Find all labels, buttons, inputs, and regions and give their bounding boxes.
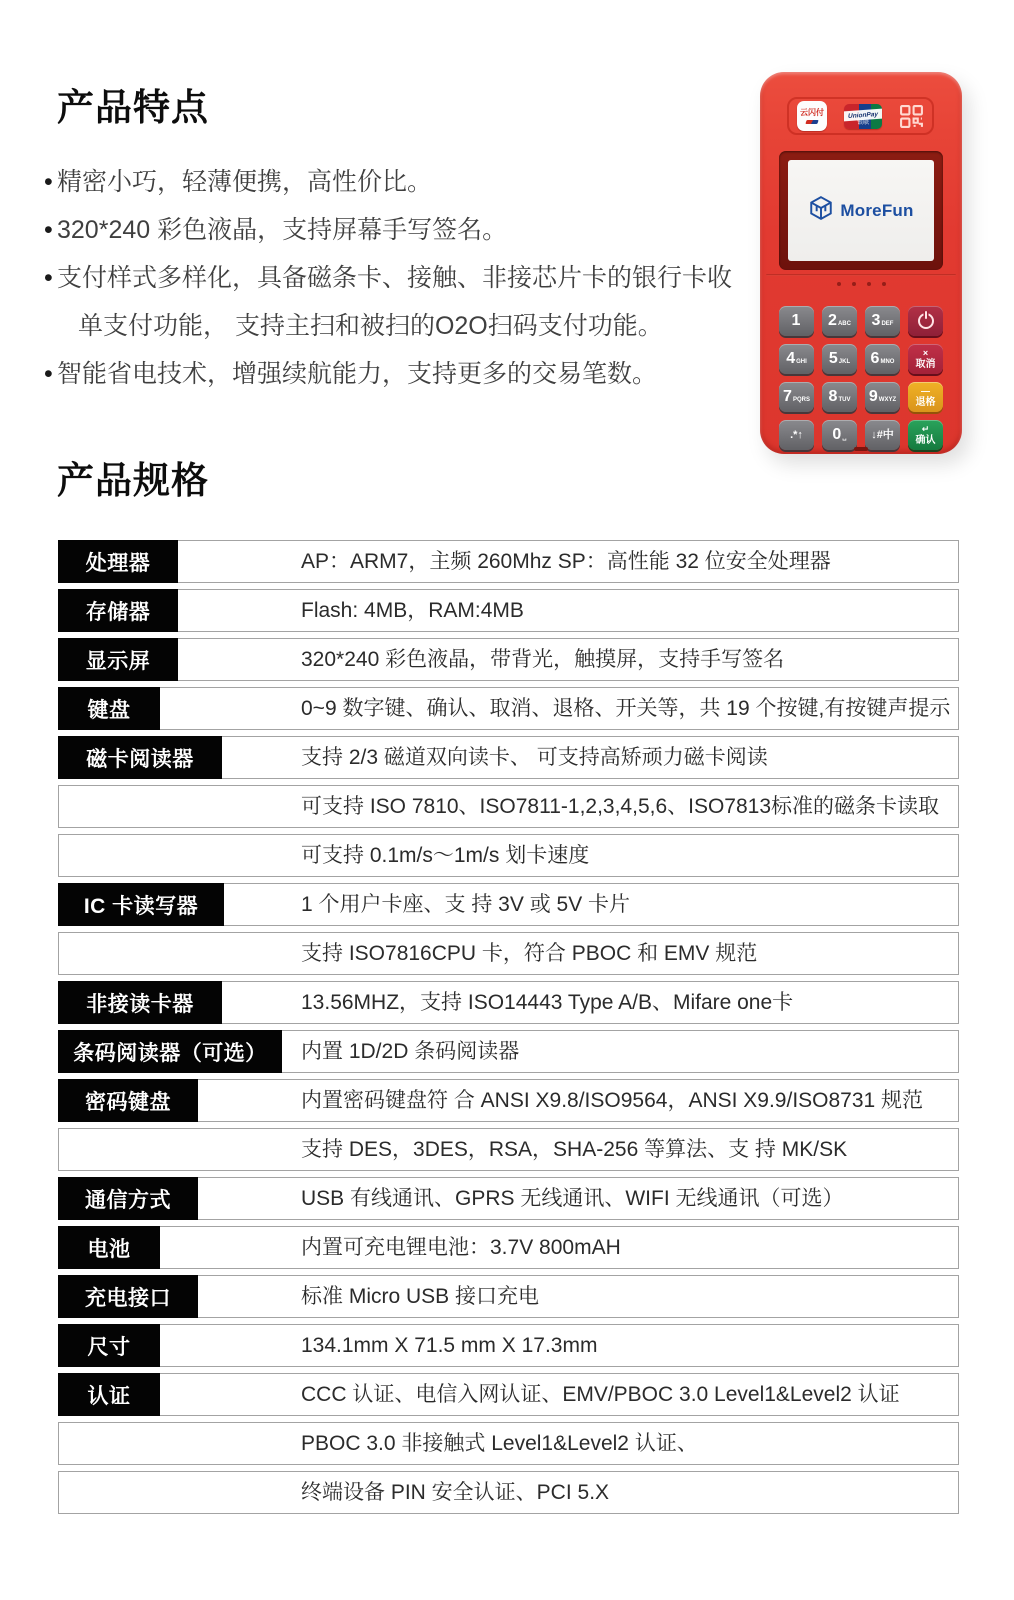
table-row	[58, 883, 959, 926]
spec-value: 内置可充电锂电池：3.7V 800mAH	[301, 1236, 621, 1259]
spec-value: 标准 Micro USB 接口充电	[301, 1285, 540, 1308]
qr-code-icon	[899, 104, 924, 129]
spec-value: 支持 2/3 磁道双向读卡、 可支持高矫顽力磁卡阅读	[301, 746, 768, 769]
table-row	[58, 638, 959, 681]
table-row	[58, 1471, 959, 1514]
table-row	[58, 1177, 959, 1220]
spec-value: 134.1mm X 71.5 mm X 17.3mm	[301, 1334, 598, 1357]
feature-text: 精密小巧，轻薄便携，高性价比。	[57, 168, 433, 196]
key-1: 1	[779, 306, 814, 336]
key-0: 0 ␣	[822, 420, 857, 450]
feature-line	[44, 206, 734, 254]
features-list	[44, 158, 734, 398]
spec-label: 密码键盘	[58, 1079, 198, 1122]
table-row	[58, 1373, 959, 1416]
table-row	[58, 932, 959, 975]
spec-label: 充电接口	[58, 1275, 198, 1318]
spec-label: 磁卡阅读器	[58, 736, 222, 779]
bullet-icon: •	[44, 168, 53, 196]
key-9: 9 WXYZ	[865, 382, 900, 412]
key-cancel: × 取消	[908, 344, 943, 374]
spec-label: 非接读卡器	[58, 981, 222, 1024]
key-5: 5 JKL	[822, 344, 857, 374]
table-row	[58, 1275, 959, 1318]
spec-value: 320*240 彩色液晶，带背光，触摸屏，支持手写签名	[301, 648, 785, 671]
morefun-logo-icon	[808, 195, 834, 226]
table-row	[58, 1030, 959, 1073]
table-row	[58, 1422, 959, 1465]
spec-value: 可支持 0.1m/s～1m/s 划卡速度	[301, 844, 590, 867]
spec-label: 存储器	[58, 589, 178, 632]
key-2: 2 ABC	[822, 306, 857, 336]
unionpay-badge	[844, 104, 882, 129]
spec-value: 内置密码键盘符 合 ANSI X9.8/ISO9564，ANSI X9.9/ISO8731 规范	[301, 1089, 924, 1112]
spec-label: 显示屏	[58, 638, 178, 681]
dash-icon: —	[921, 385, 930, 396]
key-8: 8 TUV	[822, 382, 857, 412]
table-row	[58, 687, 959, 730]
unionpay-cn-label: 银联	[856, 119, 869, 126]
feature-line	[44, 254, 734, 302]
key-3: 3 DEF	[865, 306, 900, 336]
table-row	[58, 1226, 959, 1269]
spec-label: 尺寸	[58, 1324, 160, 1367]
spec-table	[58, 540, 959, 1520]
power-icon	[918, 313, 934, 329]
key-power	[908, 306, 943, 336]
table-row	[58, 1324, 959, 1367]
pos-terminal-image	[760, 72, 962, 454]
spec-label: 处理器	[58, 540, 178, 583]
device-screen	[788, 160, 934, 261]
keypad	[779, 306, 943, 450]
device-seam	[766, 274, 956, 276]
brand-name: MoreFun	[840, 200, 914, 220]
feature-text: 智能省电技术，增强续航能力，支持更多的交易笔数。	[57, 360, 658, 388]
feature-line	[44, 158, 734, 206]
spec-value: USB 有线通讯、GPRS 无线通讯、WIFI 无线通讯（可选）	[301, 1187, 844, 1210]
feature-line	[44, 350, 734, 398]
feature-text: 支付样式多样化，具备磁条卡、接触、非接芯片卡的银行卡收	[57, 264, 733, 292]
spec-value: PBOC 3.0 非接触式 Level1&Level2 认证、	[301, 1432, 698, 1455]
key-hash: ↓#中	[865, 420, 900, 450]
key-confirm: ↵ 确认	[908, 420, 943, 450]
table-row	[58, 981, 959, 1024]
spec-value: 0~9 数字键、确认、取消、退格、开关等，共 19 个按键,有按键声提示	[301, 697, 951, 720]
quickpass-stripe-icon	[805, 120, 818, 124]
features-heading: 产品特点	[57, 87, 209, 128]
quickpass-badge	[797, 101, 827, 131]
speaker-dots	[760, 282, 962, 286]
spec-value: Flash: 4MB，RAM:4MB	[301, 599, 524, 622]
table-row	[58, 589, 959, 632]
table-row	[58, 785, 959, 828]
spec-value: 支持 ISO7816CPU 卡，符合 PBOC 和 EMV 规范	[301, 942, 758, 965]
bullet-icon: •	[44, 264, 53, 292]
key-star: .*↑	[779, 420, 814, 450]
spec-value: 可支持 ISO 7810、ISO7811-1,2,3,4,5,6、ISO7813标准的磁条卡读取	[301, 795, 940, 818]
spec-value: 1 个用户卡座、支 持 3V 或 5V 卡片	[301, 893, 631, 916]
spec-value: 13.56MHZ，支持 ISO14443 Type A/B、Mifare one卡	[301, 991, 794, 1014]
spec-label: 通信方式	[58, 1177, 198, 1220]
spec-label: IC 卡读写器	[58, 883, 224, 926]
key-6: 6 MNO	[865, 344, 900, 374]
enter-icon: ↵	[921, 423, 930, 434]
spec-value: 终端设备 PIN 安全认证、PCI 5.X	[301, 1481, 610, 1504]
specs-heading: 产品规格	[57, 460, 209, 501]
table-row	[58, 834, 959, 877]
table-row	[58, 1128, 959, 1171]
spec-label: 电池	[58, 1226, 160, 1269]
spec-label: 键盘	[58, 687, 160, 730]
spec-value: AP：ARM7，主频 260Mhz SP：高性能 32 位安全处理器	[301, 550, 831, 573]
quickpass-label: 云闪付	[800, 108, 824, 117]
table-row	[58, 1079, 959, 1122]
bullet-icon: •	[44, 216, 53, 244]
feature-text: 320*240 彩色液晶，支持屏幕手写签名。	[57, 216, 508, 244]
bullet-icon: •	[44, 360, 53, 388]
key-7: 7 PQRS	[779, 382, 814, 412]
key-4: 4 GHI	[779, 344, 814, 374]
spec-label: 条码阅读器（可选）	[58, 1030, 282, 1073]
table-row	[58, 540, 959, 583]
unionpay-label: UnionPay	[848, 109, 878, 120]
screen-bezel	[779, 151, 943, 270]
spec-value: CCC 认证、电信入网认证、EMV/PBOC 3.0 Level1&Level2 认证	[301, 1383, 900, 1406]
spec-value: 支持 DES，3DES，RSA，SHA-256 等算法、支 持 MK/SK	[301, 1138, 848, 1161]
spec-label: 认证	[58, 1373, 160, 1416]
key-backspace: — 退格	[908, 382, 943, 412]
payment-badges-panel	[787, 97, 934, 135]
feature-text: 单支付功能， 支持主扫和被扫的O2O扫码支付功能。	[78, 312, 663, 340]
spec-value: 内置 1D/2D 条码阅读器	[301, 1040, 520, 1063]
table-row	[58, 736, 959, 779]
feature-line	[44, 302, 734, 350]
usb-port	[854, 447, 868, 451]
x-icon: ×	[922, 347, 929, 358]
